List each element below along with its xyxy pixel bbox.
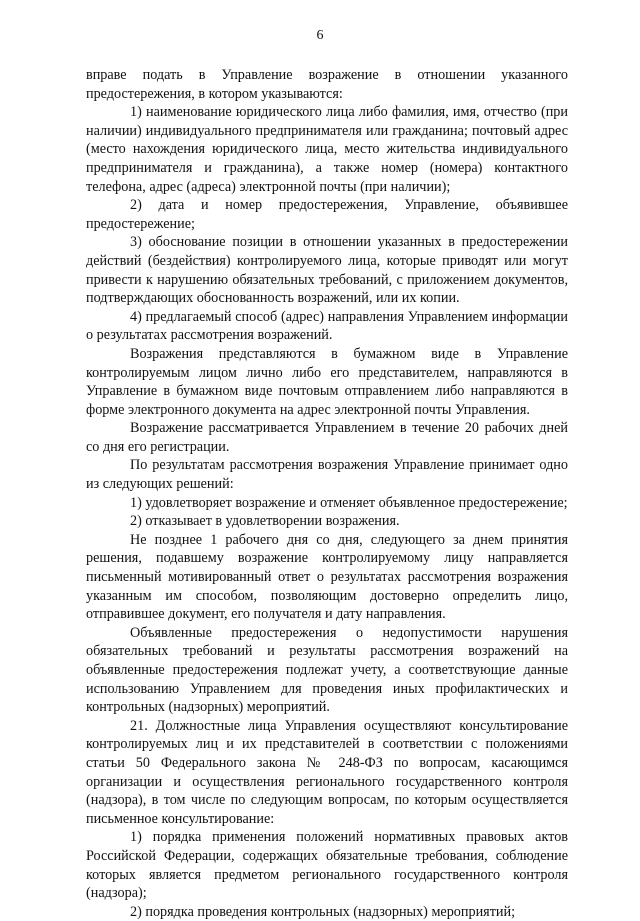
paragraph-item-2-date-number: 2) дата и номер предостережения, Управление, объявившее предостережение; [86,197,568,232]
paragraph-decisions-intro: По результатам рассмотрения возражения Управление принимает одно из следующих решений: [86,457,568,493]
paragraph-item-1-name-address: 1) наименование юридического лица либо фамилия, имя, отчество (при наличии) индивидуального предпринимателя или гражданина; почтовый адрес (место нахождения юридического лица, место жительства индивидуального предпринимателя и гражданина), а также номер (номера) контактного телефона, адрес (адреса) электронной почты (при наличии); [86,104,568,195]
paragraph-section-21: 21. Должностные лица Управления осуществляют консультирование контролируемых лиц и их представителей в соответствии с положениями статьи 50 Федерального закона № 248-ФЗ по вопросам, касающимся организации и осуществления регионального государственного контроля (надзора), в том числе по следующим вопросам, по которым осуществляется письменное консультирование: [86,717,568,827]
paragraph-continuation: вправе подать в Управление возражение в отношении указанного предостережения, в котором указываются: [86,67,568,102]
paragraph-response-deadline: Не позднее 1 рабочего дня со дня, следующего за днем принятия решения, подавшему возражение контролируемому лицу направляется письменный мотивированный ответ о результатах рассмотрения возражения указанным им способом, позволяющим достоверно определить лицо, отправившее документ, его получателя и дату направления. [86,531,568,623]
paragraph-decision-2: 2) отказывает в удовлетворении возражения. [130,513,400,530]
paragraph-item-4-delivery-method: 4) предлагаемый способ (адрес) направления Управлением информации о результатах рассмотрения возражений. [86,308,568,344]
paragraph-review-period: Возражение рассматривается Управлением в течение 20 рабочих дней со дня его регистрации. [86,420,568,455]
document-body [86,66,568,921]
page-number: 6 [316,28,324,43]
paragraph-consult-item-2: 2) порядка проведения контрольных (надзорных) мероприятий; [130,903,516,920]
paragraph-item-3-justification: 3) обоснование позиции в отношении указанных в предостережении действий (бездействия) контролируемого лица, которые приводят или могут привести к нарушению обязательных требований, с приложением документов, подтверждающих обоснованность возражений, или их копии. [86,234,568,307]
paragraph-warnings-registration: Объявленные предостережения о недопустимости нарушения обязательных требований и результаты рассмотрения возражений на объявленные предостережения подлежат учету, а соответствующие данные использованию Управлением для проведения иных профилактических и контрольных (надзорных) мероприятий. [86,624,568,716]
paragraph-consult-item-1: 1) порядка применения положений нормативных правовых актов Российской Федерации, содержащих обязательные требования, соблюдение которых является предметом регионального государственного контроля (надзора); [86,829,568,902]
paragraph-decision-1: 1) удовлетворяет возражение и отменяет объявленное предостережение; [130,494,568,511]
paragraph-objection-submission: Возражения представляются в бумажном виде в Управление контролируемым лицом лично либо его представителем, направляются в Управление в бумажном виде почтовым отправлением либо направляются в форме электронного документа на адрес электронной почты Управления. [86,345,568,418]
